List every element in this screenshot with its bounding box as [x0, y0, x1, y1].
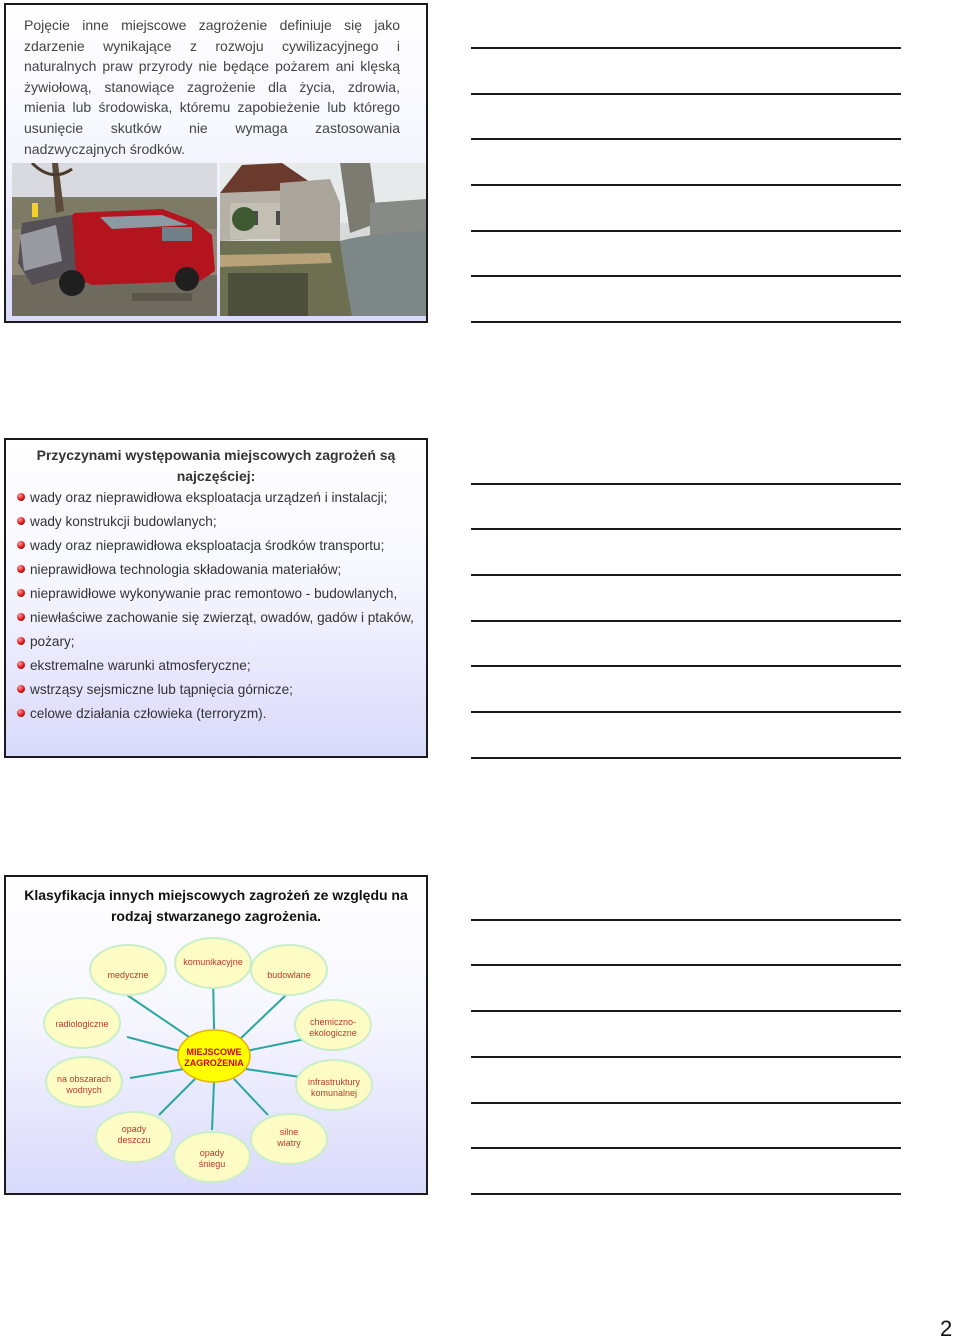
- node-budowlane: [251, 945, 327, 995]
- note-line: [471, 757, 901, 759]
- note-line: [471, 1147, 901, 1149]
- list-item: wady konstrukcji budowlanych;: [16, 512, 421, 532]
- list-item: pożary;: [16, 632, 421, 652]
- svg-text:komunikacyjne: komunikacyjne: [183, 957, 243, 967]
- list-item: nieprawidłowe wykonywanie prac remontowo - budowlanych,: [16, 584, 421, 604]
- list-item: celowe działania człowieka (terroryzm).: [16, 704, 421, 724]
- bullet-icon: [17, 589, 25, 597]
- node-opady-deszczu: [96, 1112, 172, 1162]
- svg-text:radiologiczne: radiologiczne: [55, 1019, 109, 1029]
- bullet-icon: [17, 613, 25, 621]
- slide-definition: [4, 3, 428, 323]
- node-center: [178, 1030, 250, 1082]
- bullet-icon: [17, 685, 25, 693]
- list-item: nieprawidłowa technologia składowania materiałów;: [16, 560, 421, 580]
- list-item: ekstremalne warunki atmosferyczne;: [16, 656, 421, 676]
- note-line: [471, 711, 901, 713]
- list-item: wstrząsy sejsmiczne lub tąpnięcia górnicze;: [16, 680, 421, 700]
- note-line: [471, 964, 901, 966]
- list-item: wady oraz nieprawidłowa eksploatacja urządzeń i instalacji;: [16, 488, 421, 508]
- svg-text:silnewiatry: silne wiatry: [277, 1127, 301, 1148]
- note-line: [471, 275, 901, 277]
- note-line: [471, 1056, 901, 1058]
- bullet-icon: [17, 541, 25, 549]
- note-line: [471, 574, 901, 576]
- node-infrastruktura-komunalna: [296, 1060, 372, 1110]
- node-medyczne: [90, 945, 166, 995]
- note-line: [471, 528, 901, 530]
- bullet-icon: [17, 637, 25, 645]
- node-silne-wiatry: [251, 1114, 327, 1164]
- slide-causes: [4, 438, 428, 758]
- note-line: [471, 483, 901, 485]
- svg-text:medyczne: medyczne: [107, 970, 149, 980]
- bullet-icon: [17, 709, 25, 717]
- note-line: [471, 665, 901, 667]
- note-line: [471, 230, 901, 232]
- bullet-icon: [17, 517, 25, 525]
- node-radiologiczne: [44, 998, 120, 1048]
- page-number: 2: [940, 1316, 953, 1341]
- definition-text: Pojęcie inne miejscowe zagrożenie definiuje się jako zdarzenie wynikające z rozwoju cywilizacyjnego i naturalnych praw przyrody nie będące pożarem ani klęską żywiołową, stanowiące zagrożenie dla życia, zdrowia, mienia lub środowiska, któremu zapobieżenie lub którego usunięcie skutków nie wymaga zastosowania nadzwyczajnych środków.: [24, 17, 400, 157]
- causes-list: [16, 488, 421, 728]
- svg-text:opadyśniegu: opady śniegu: [198, 1148, 226, 1169]
- node-chemiczno-ekologiczne: [295, 1000, 371, 1050]
- classification-title: Klasyfikacja innych miejscowych zagrożeń ze względu na rodzaj stwarzanego zagrożenia.: [24, 887, 408, 924]
- note-line: [471, 1102, 901, 1104]
- svg-text:na obszarachwodnych: na obszarach wodnych: [56, 1074, 112, 1095]
- bullet-icon: [17, 661, 25, 669]
- svg-text:chemiczno-ekologiczne: chemiczno-ekologiczne: [309, 1017, 357, 1038]
- note-line: [471, 138, 901, 140]
- svg-text:MIEJSCOWEZAGROŻENIA: MIEJSCOWE ZAGROŻENIA: [184, 1047, 244, 1068]
- svg-text:opadydeszczu: opady deszczu: [117, 1124, 151, 1145]
- bullet-icon: [17, 493, 25, 501]
- svg-text:infrastrukturykomunalnej: infrastruktury komunalnej: [307, 1077, 361, 1098]
- note-line: [471, 620, 901, 622]
- node-komunikacyjne: [175, 938, 251, 988]
- note-line: [471, 321, 901, 323]
- diagram-nodes: [44, 938, 372, 1182]
- svg-text:budowlane: budowlane: [267, 970, 311, 980]
- note-line: [471, 93, 901, 95]
- bullet-icon: [17, 565, 25, 573]
- classification-diagram: [6, 877, 426, 1193]
- list-item: wady oraz nieprawidłowa eksploatacja środków transportu;: [16, 536, 421, 556]
- note-line: [471, 1010, 901, 1012]
- node-opady-sniegu: [174, 1132, 250, 1182]
- note-line: [471, 47, 901, 49]
- crash-photo: [12, 163, 217, 316]
- note-line: [471, 919, 901, 921]
- note-line: [471, 1193, 901, 1195]
- flood-photo: [220, 163, 426, 316]
- node-obszary-wodne: [46, 1057, 122, 1107]
- list-item: niewłaściwe zachowanie się zwierząt, owadów, gadów i ptaków,: [16, 608, 421, 628]
- slide-classification: [4, 875, 428, 1195]
- causes-title: Przyczynami występowania miejscowych zagrożeń są najczęściej:: [36, 447, 396, 484]
- note-line: [471, 184, 901, 186]
